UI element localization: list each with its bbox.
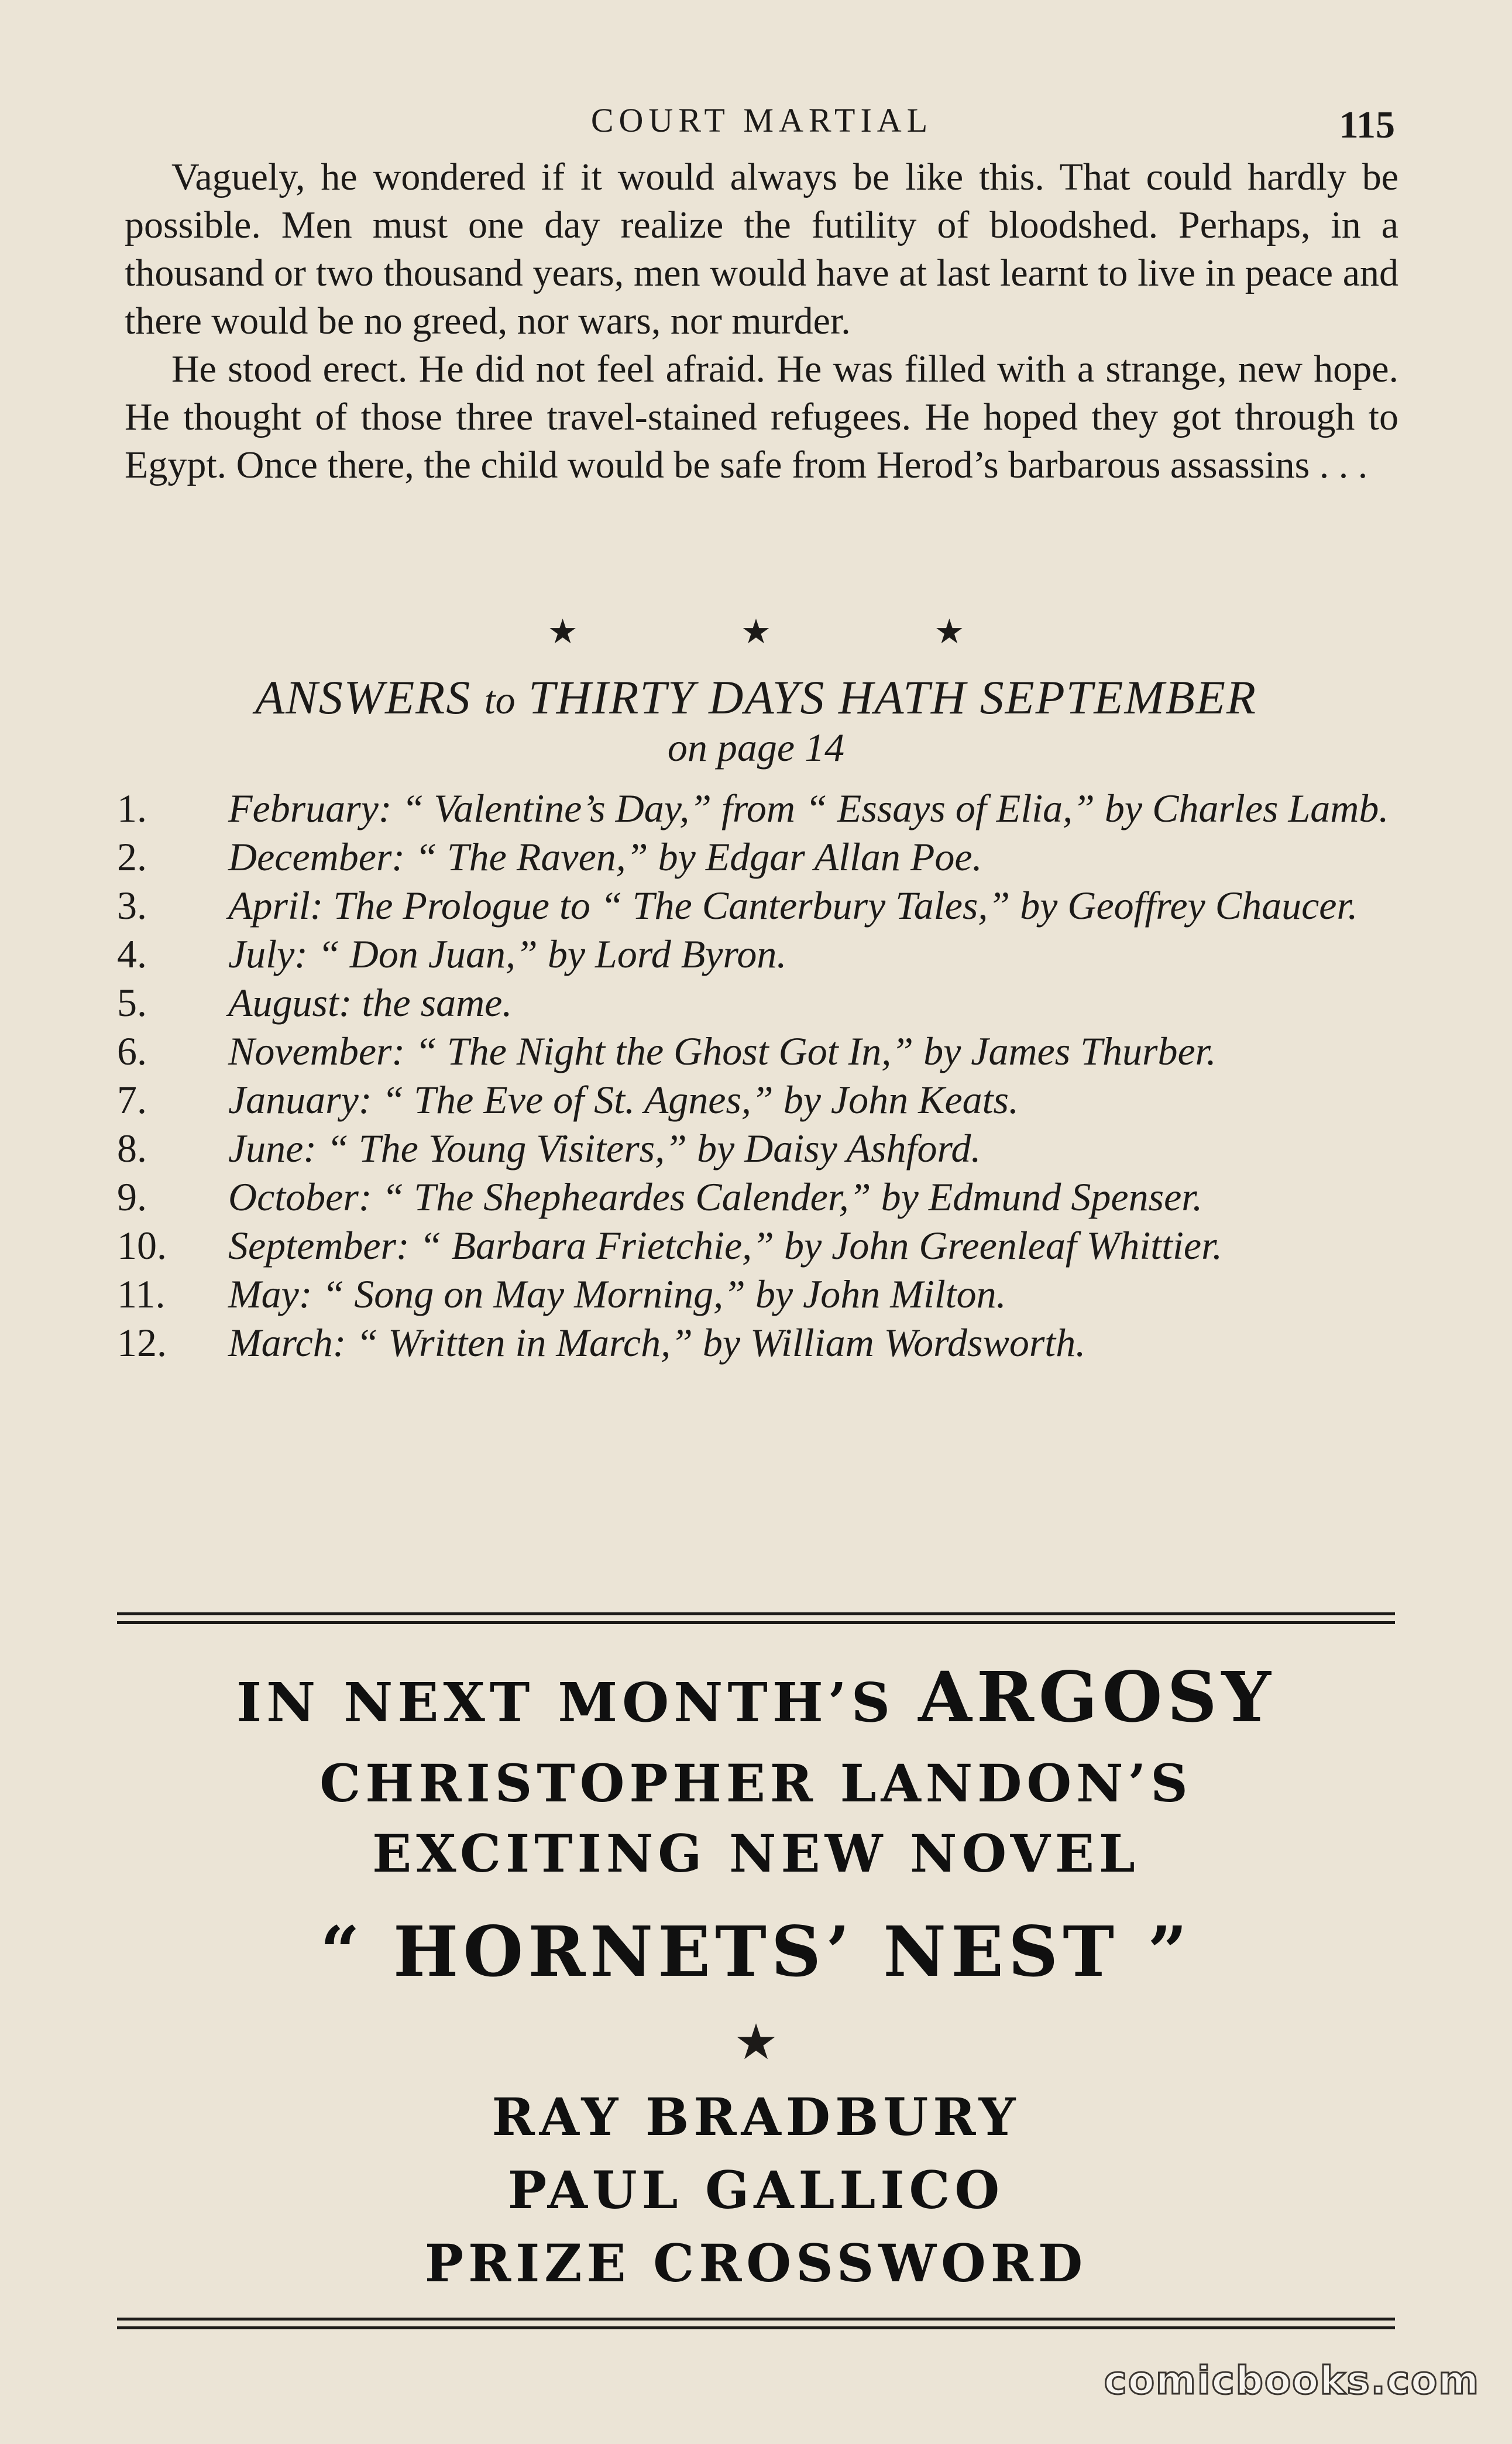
promo-novel-title: “ HORNETS’ NEST ” <box>319 1911 1193 1992</box>
answer-number: 11. <box>117 1272 166 1316</box>
answer-number: 1. <box>117 786 147 830</box>
promo-line-1-prefix: IN NEXT MONTH’S <box>236 1671 895 1734</box>
answer-number: 2. <box>117 835 147 879</box>
answers-title <box>0 670 1512 725</box>
running-header <box>0 101 1512 147</box>
answer-text: January: “ The Eve of St. Agnes,” by John Keats. <box>228 1077 1019 1122</box>
answer-item <box>117 1319 1395 1367</box>
story-paragraph-2: He stood erect. He did not feel afraid. He was filled with a strange, new hope. He thought of those three travel-stained refugees. He hoped they got through to Egypt. Once there, the child would be safe from Herod’s barbarous assassins . . . <box>125 348 1398 486</box>
answer-item <box>117 979 1395 1027</box>
answer-item <box>117 1221 1395 1270</box>
promo-paul-gallico: PAUL GALLICO <box>507 2160 1005 2220</box>
argosy-brand: ARGOSY <box>918 1656 1276 1738</box>
answers-title-part1: ANSWERS <box>255 671 472 724</box>
answer-text: December: “ The Raven,” by Edgar Allan Poe. <box>228 835 982 879</box>
answer-number: 7. <box>117 1077 147 1122</box>
answer-text: April: The Prologue to “ The Canterbury Tales,” by Geoffrey Chaucer. <box>228 883 1358 928</box>
watermark: comicbooks.com <box>1104 2358 1480 2403</box>
answer-text: September: “ Barbara Frietchie,” by John Greenleaf Whittier. <box>228 1223 1223 1268</box>
answer-number: 12. <box>117 1320 167 1365</box>
answer-item <box>117 1027 1395 1076</box>
answer-number: 5. <box>117 980 147 1025</box>
running-title: COURT MARTIAL <box>590 101 933 139</box>
answers-title-part2: to <box>484 678 516 722</box>
promo-prize-crossword: PRIZE CROSSWORD <box>424 2233 1088 2294</box>
answer-text: June: “ The Young Visiters,” by Daisy Ashford. <box>228 1126 981 1170</box>
double-rule-bottom <box>117 2318 1395 2329</box>
answer-number: 9. <box>117 1175 147 1219</box>
answer-text: November: “ The Night the Ghost Got In,” by James Thurber. <box>228 1029 1217 1073</box>
answer-text: October: “ The Shepheardes Calender,” by Edmund Spenser. <box>228 1175 1203 1219</box>
promo-novel-line: EXCITING NEW NOVEL <box>372 1823 1140 1884</box>
answer-text: February: “ Valentine’s Day,” from “ Essays of Elia,” by Charles Lamb. <box>228 786 1389 830</box>
answers-subtitle: on page 14 <box>667 725 845 770</box>
answer-text: July: “ Don Juan,” by Lord Byron. <box>228 932 787 976</box>
promo-author: CHRISTOPHER LANDON’S <box>319 1753 1193 1814</box>
answer-item <box>117 1124 1395 1173</box>
answers-list <box>117 784 1395 1367</box>
promo-line-1 <box>0 1656 1512 1738</box>
answer-item <box>117 1076 1395 1124</box>
section-separator-stars: ★ ★ ★ <box>547 612 965 651</box>
answer-text: March: “ Written in March,” by William Wordsworth. <box>228 1320 1086 1365</box>
story-text <box>125 153 1398 489</box>
answer-number: 10. <box>117 1223 167 1268</box>
answer-text: August: the same. <box>228 980 513 1025</box>
answer-text: May: “ Song on May Morning,” by John Milton. <box>228 1272 1006 1316</box>
answer-item <box>117 833 1395 881</box>
answer-item <box>117 930 1395 979</box>
answer-item <box>117 1173 1395 1221</box>
answer-number: 4. <box>117 932 147 976</box>
answer-number: 6. <box>117 1029 147 1073</box>
answer-item <box>117 881 1395 930</box>
double-rule-top <box>117 1612 1395 1624</box>
answer-item <box>117 784 1395 833</box>
answers-title-part3: THIRTY DAYS HATH SEPTEMBER <box>528 671 1257 724</box>
promo-star: ★ <box>734 2013 778 2071</box>
answer-number: 8. <box>117 1126 147 1170</box>
page-number: 115 <box>1339 104 1395 146</box>
promo-ray-bradbury: RAY BRADBURY <box>492 2086 1020 2147</box>
answer-item <box>117 1270 1395 1319</box>
story-paragraph-1: Vaguely, he wondered if it would always be like this. That could hardly be possible. Men must one day realize the futility of bloodshed. Perhaps, in a thousand or two thousand years, men would have at last learnt to live in peace and there would be no greed, nor wars, nor murder. <box>125 156 1398 342</box>
answer-number: 3. <box>117 883 147 928</box>
